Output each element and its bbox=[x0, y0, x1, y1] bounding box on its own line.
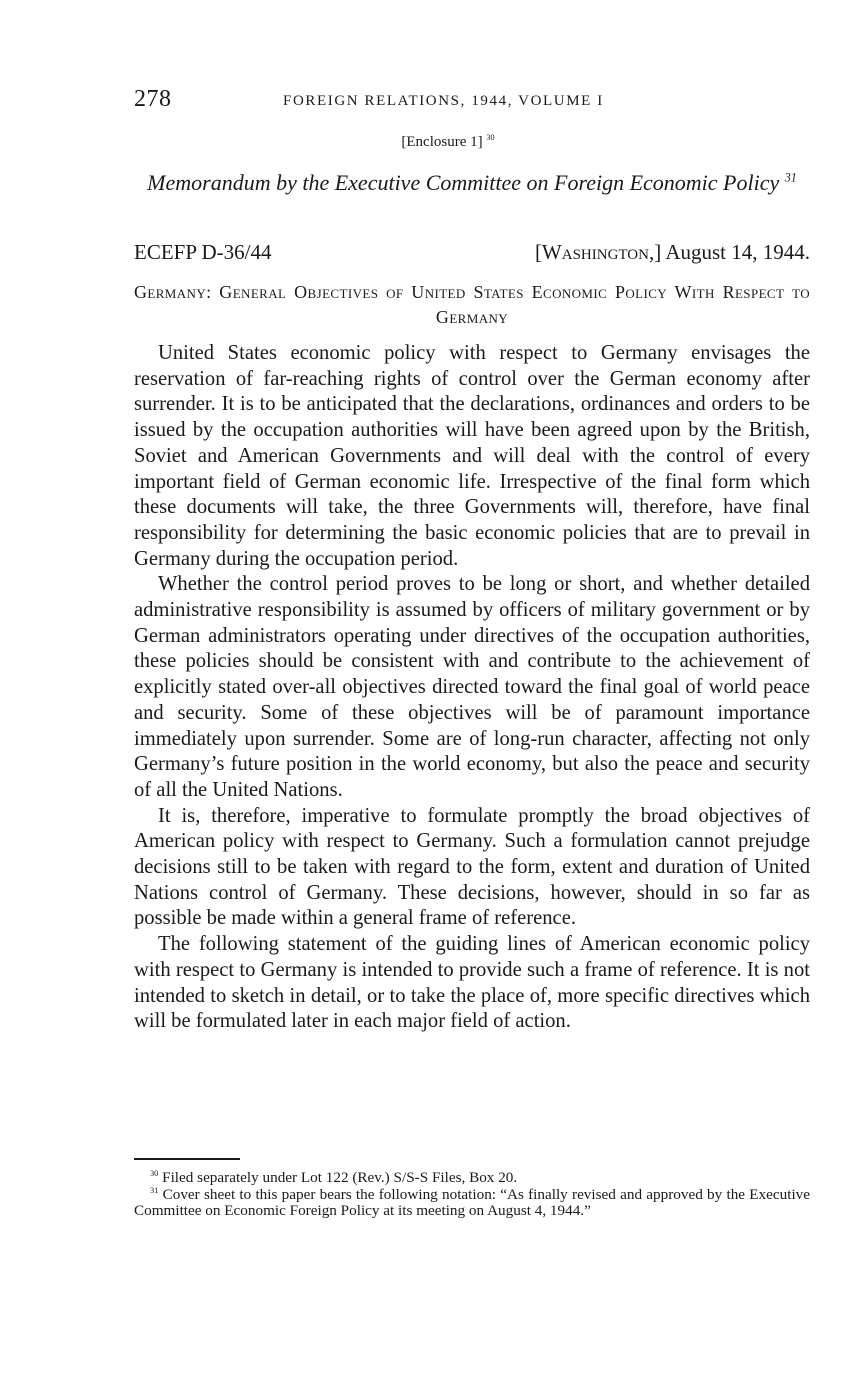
footnote-31 bbox=[134, 1187, 810, 1220]
footnote-number: 30 bbox=[150, 1168, 159, 1178]
footnote-ref-30: 30 bbox=[486, 133, 495, 142]
body-text bbox=[134, 341, 810, 1035]
footnote-30 bbox=[134, 1170, 810, 1187]
subject-heading: Germany: General Objectives of United States Economic Policy With Respect to Germany bbox=[134, 282, 810, 327]
paragraph: Whether the control period proves to be long or short, and whether detailed administrative responsibility is assumed by officers of military government or by German administrators operating under directives of the occupation authorities, these policies should be consistent with and contribute to the achievement of explicitly stated over-all objectives directed toward the final goal of world peace and security. Some of these objectives will be of paramount importance immediately upon surrender. Some are of long-run character, affecting not only Germany’s future position in the world economy, but also the peace and security of all the United Nations. bbox=[134, 573, 810, 801]
page-header bbox=[134, 86, 810, 116]
place-and-date bbox=[535, 240, 810, 265]
paragraph: It is, therefore, imperative to formulate promptly the broad objectives of American policy with respect to Germany. Such a formulation cannot prejudge decisions still to be taken with regard to the form, extent and duration of United Nations control of Germany. These decisions, however, should in so far as possible be made within a general frame of reference. bbox=[134, 804, 810, 930]
document-place: [Washington,] bbox=[534, 240, 662, 264]
page-number: 278 bbox=[134, 86, 172, 112]
paragraph: United States economic policy with respect to Germany envisages the reservation of far-reaching rights of control over the German economy after surrender. It is to be anticipated that the declarations, ordinances and orders to be issued by the occupation authorities will have been agreed upon by the British, Soviet and American Governments and will deal with the control of every important field of German economic life. Irrespective of the final form which these documents will take, the three Governments will, therefore, have final responsibility for determining the basic economic policies that are to prevail in Germany during the occupation period. bbox=[134, 342, 810, 570]
footnote-number: 31 bbox=[150, 1185, 159, 1195]
footnote-text: Filed separately under Lot 122 (Rev.) S/S-S Files, Box 20. bbox=[162, 1169, 518, 1186]
document-reference-line bbox=[134, 240, 810, 268]
document-date: August 14, 1944. bbox=[665, 240, 810, 264]
enclosure-text: [Enclosure 1] bbox=[401, 134, 483, 150]
memo-title bbox=[134, 170, 810, 196]
footnote-divider bbox=[134, 1158, 240, 1160]
footnotes bbox=[134, 1170, 810, 1220]
memo-title-text: Memorandum by the Executive Committee on Foreign Economic Policy bbox=[147, 170, 780, 195]
footnote-ref-31: 31 bbox=[784, 170, 797, 185]
enclosure-label bbox=[0, 134, 850, 151]
footnote-text: Cover sheet to this paper bears the following notation: “As finally revised and approved by the Executive Committee on Economic Foreign Policy at its meeting on August 4, 1944.” bbox=[134, 1185, 810, 1219]
document-id: ECEFP D-36/44 bbox=[134, 240, 272, 264]
running-head: FOREIGN RELATIONS, 1944, VOLUME I bbox=[283, 93, 604, 109]
paragraph: The following statement of the guiding lines of American economic policy with respect to Germany is intended to provide such a frame of reference. It is not intended to sketch in detail, or to take the place of, more specific directives which will be formulated later in each major field of action. bbox=[134, 933, 810, 1033]
